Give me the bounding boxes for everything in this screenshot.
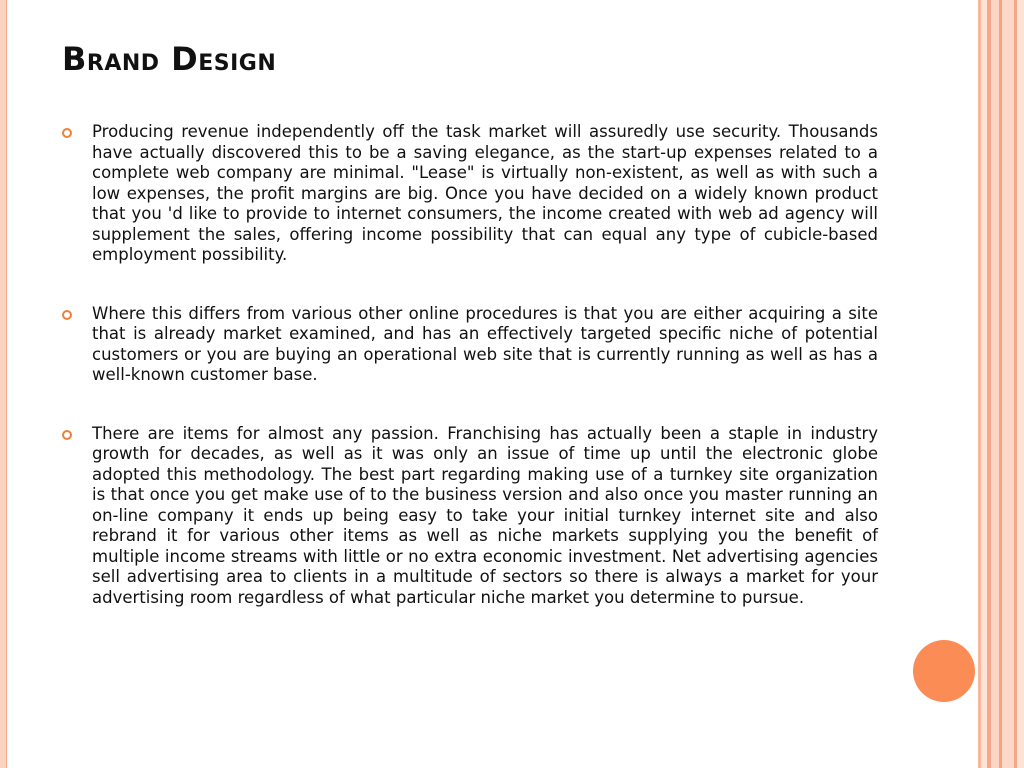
bullet-text: Where this differs from various other online procedures is that you are either acquiring a site that is already market examined, and has an effectively targeted specific niche of potential customers or you are buying an operational web site that is currently running as well as has a well-known customer base. [92, 303, 878, 384]
bullet-text: There are items for almost any passion. Franchising has actually been a staple in industry growth for decades, as well as it was only an issue of time up until the electronic globe adopted this methodology. The best part regarding making use of a turnkey site organization is that once you get make use of to the business version and also once you master running an on-line company it ends up being easy to take your initial turnkey internet site and also rebrand it for various other items as well as niche markets supplying you the benefit of multiple income streams with little or no extra economic investment. Net advertising agencies sell advertising area to clients in a multitude of sectors so there is always a market for your advertising room regardless of what particular niche market you determine to pursue. [92, 423, 878, 607]
hollow-circle-bullet-icon [62, 310, 72, 320]
right-stripe [991, 0, 999, 768]
bullet-item [62, 122, 878, 266]
bullet-list [62, 122, 878, 646]
bullet-item [62, 304, 878, 386]
orange-circle-decoration [913, 640, 975, 702]
bullet-text: Producing revenue independently off the task market will assuredly use security. Thousands have actually discovered this to be a saving elegance, as the start-up expenses related to a complete web company are minimal. "Lease" is virtually non-existent, as well as with such a low expenses, the profit margins are big. Once you have decided on a widely known product that you 'd like to provide to internet consumers, the income created with web ad agency will supplement the sales, offering income possibility that can equal any type of cubicle-based employment possibility. [92, 122, 878, 264]
hollow-circle-bullet-icon [62, 128, 72, 138]
right-stripe [1002, 0, 1014, 768]
left-border-line [6, 0, 7, 768]
hollow-circle-bullet-icon [62, 430, 72, 440]
bullet-item [62, 424, 878, 609]
slide-title: Brand Design [62, 40, 277, 78]
right-stripe [1017, 0, 1024, 768]
